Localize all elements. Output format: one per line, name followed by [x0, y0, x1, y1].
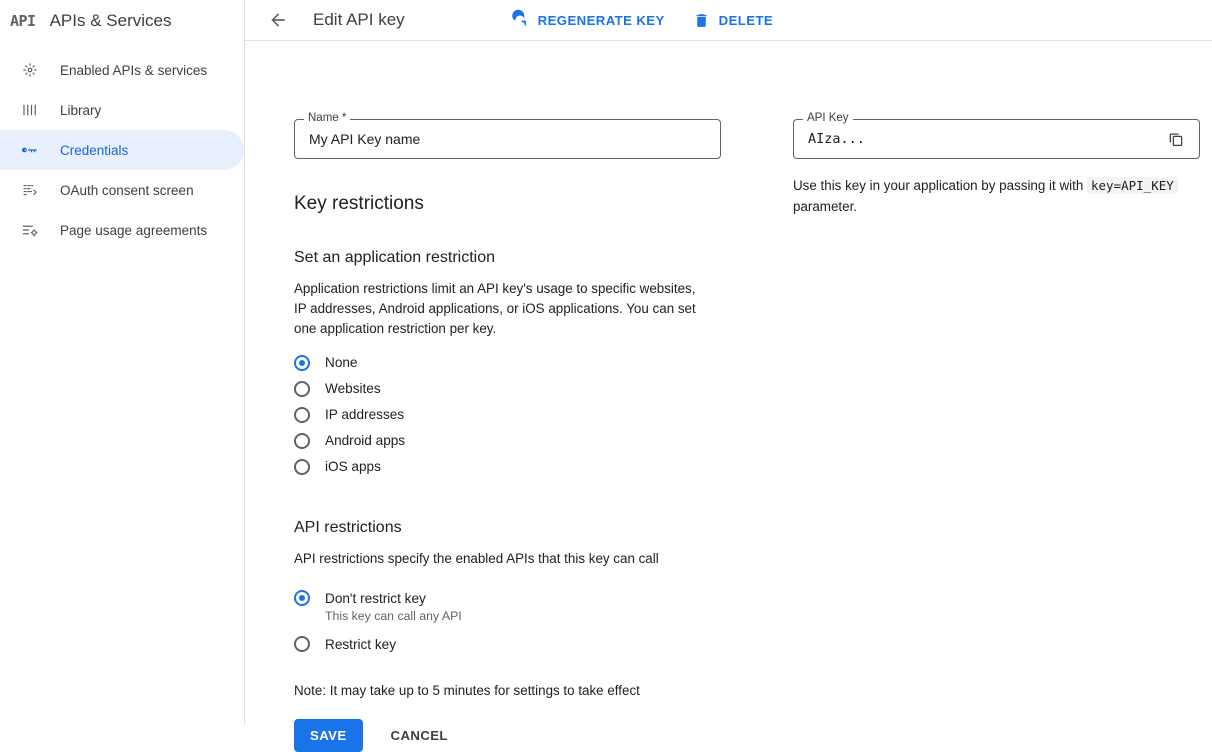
radio-label: Restrict key	[325, 636, 397, 652]
radio-label: Don't restrict key	[325, 590, 426, 606]
radio-label: IP addresses	[325, 407, 405, 422]
sidebar-title: APIs & Services	[49, 10, 172, 30]
api-key-field[interactable]	[793, 112, 1200, 159]
sidebar-item-credentials[interactable]	[0, 130, 244, 170]
save-button[interactable]: SAVE	[294, 719, 363, 752]
radio-label: None	[325, 355, 358, 370]
radio-label: Android apps	[325, 433, 406, 448]
library-icon	[20, 100, 40, 120]
name-field-label: Name *	[304, 112, 350, 124]
api-restrictions-radio-group	[294, 585, 721, 657]
arrow-back-icon[interactable]	[261, 3, 295, 37]
radio-icon	[294, 407, 310, 423]
delete-label: DELETE	[718, 12, 774, 28]
sidebar-item-label: Enabled APIs & services	[60, 62, 208, 78]
api-restrictions-description: API restrictions specify the enabled APIs that this key can call	[294, 551, 659, 566]
api-key-hint-after: parameter.	[793, 199, 858, 214]
sidebar-item-library[interactable]	[0, 90, 244, 130]
regenerate-key-label: REGENERATE KEY	[537, 12, 665, 28]
top-bar	[245, 0, 1212, 41]
sidebar-item-enabled-apis[interactable]	[0, 50, 244, 90]
radio-option-android-apps[interactable]	[294, 433, 721, 459]
trash-icon	[693, 12, 710, 29]
api-restrictions-heading: API restrictions	[294, 519, 402, 536]
api-key-input[interactable]	[806, 130, 1164, 148]
name-field[interactable]	[294, 112, 721, 159]
sidebar-item-label: Library	[60, 102, 102, 118]
radio-icon	[294, 381, 310, 397]
radio-option-ios-apps[interactable]	[294, 459, 721, 485]
radio-icon	[294, 636, 310, 652]
api-key-hint	[793, 175, 1193, 217]
name-input[interactable]	[307, 130, 708, 148]
sidebar-nav	[0, 50, 244, 250]
form-actions	[294, 719, 721, 752]
radio-sublabel: This key can call any API	[325, 609, 462, 623]
key-icon	[20, 140, 40, 160]
consent-screen-icon	[20, 180, 40, 200]
left-column	[294, 112, 721, 752]
radio-icon	[294, 590, 310, 606]
settings-note: Note: It may take up to 5 minutes for settings to take effect	[294, 683, 640, 698]
radio-label: Websites	[325, 381, 381, 396]
regenerate-key-button[interactable]	[511, 11, 665, 29]
api-key-field-label: API Key	[803, 112, 853, 124]
key-restrictions-heading: Key restrictions	[294, 193, 424, 214]
right-column	[793, 112, 1200, 217]
delete-button[interactable]	[693, 12, 773, 29]
radio-option-dont-restrict-key[interactable]	[294, 585, 721, 623]
page-title: Edit API key	[313, 10, 405, 29]
sidebar-item-label: Page usage agreements	[60, 222, 208, 238]
sidebar-item-page-usage-agreements[interactable]	[0, 210, 244, 250]
refresh-icon	[511, 11, 529, 29]
main-panel	[245, 0, 1212, 743]
sidebar-item-label: OAuth consent screen	[60, 182, 194, 198]
radio-option-none[interactable]	[294, 355, 721, 381]
radio-icon	[294, 355, 310, 371]
application-restriction-radio-group	[294, 355, 721, 485]
application-restriction-heading: Set an application restriction	[294, 249, 495, 266]
radio-option-ip-addresses[interactable]	[294, 407, 721, 433]
sidebar	[0, 0, 245, 725]
cancel-button[interactable]: CANCEL	[383, 719, 456, 752]
api-key-hint-code: key=API_KEY	[1087, 177, 1178, 194]
dashboard-icon	[20, 60, 40, 80]
api-key-hint-before: Use this key in your application by passing it with	[793, 178, 1087, 193]
sidebar-item-label: Credentials	[60, 142, 129, 158]
application-restriction-description: Application restrictions limit an API key's usage to specific websites, IP addresses, Android applications, or iOS applications. You can set one application restriction per key.	[294, 281, 696, 336]
agreements-icon	[20, 220, 40, 240]
radio-icon	[294, 459, 310, 475]
radio-icon	[294, 433, 310, 449]
api-logo-icon: API	[10, 11, 36, 30]
copy-icon[interactable]	[1164, 127, 1187, 151]
radio-option-restrict-key[interactable]	[294, 631, 721, 657]
top-actions	[511, 11, 773, 29]
sidebar-header	[0, 0, 244, 41]
radio-label: iOS apps	[325, 459, 381, 474]
sidebar-item-oauth-consent-screen[interactable]	[0, 170, 244, 210]
radio-option-websites[interactable]	[294, 381, 721, 407]
